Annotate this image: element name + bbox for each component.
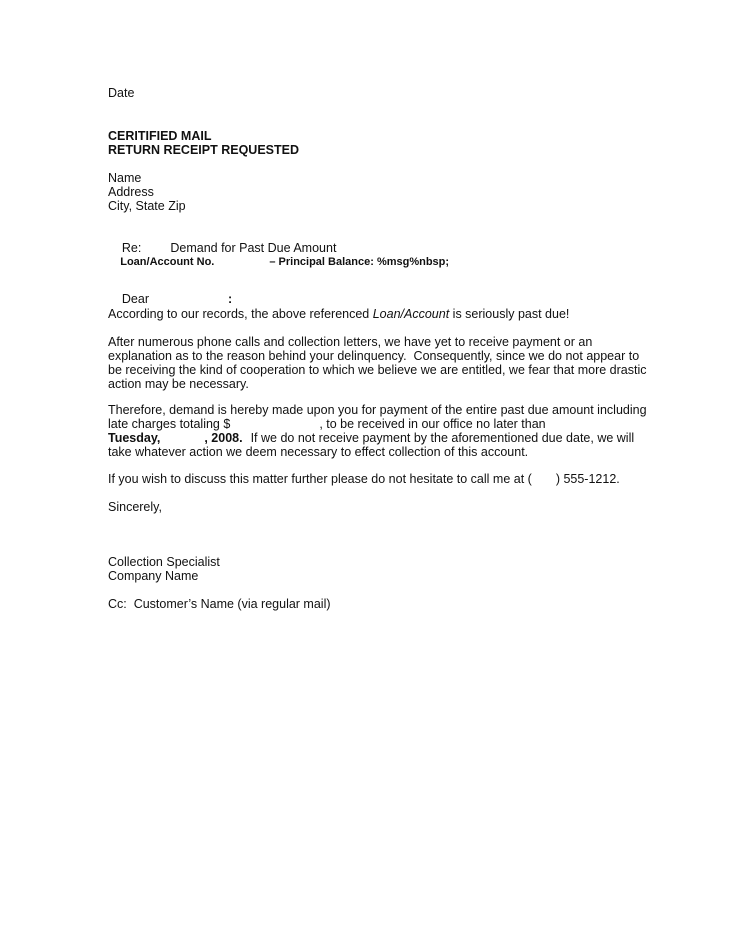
paragraph-2-line-4: action may be necessary. — [108, 377, 249, 391]
paragraph-1 — [108, 308, 569, 322]
paragraph-2-line-2: explanation as to the reason behind your delinquency. Consequently, since we do not appear to — [108, 349, 640, 363]
signature-title: Collection Specialist — [108, 555, 220, 569]
p1-text-before: According to our records, the above referenced — [108, 307, 373, 321]
phone-number: ) 555-1212. — [555, 472, 620, 486]
due-day: Tuesday, — [108, 431, 161, 445]
loan-account-label: Loan/Account No. — [120, 255, 215, 268]
paragraph-3-line-3-rest: If we do not receive payment by the aforementioned due date, we will — [250, 431, 635, 445]
paragraph-3-line-4: take whatever action we deem necessary to effect collection of this account. — [108, 445, 529, 459]
re-label: Re: — [121, 240, 142, 255]
p1-text-after: is seriously past due! — [449, 307, 570, 321]
signature-company: Company Name — [108, 569, 199, 583]
p4-text-before: If you wish to discuss this matter further please do not hesitate to call me at ( — [108, 472, 532, 486]
cc-line: Cc: Customer’s Name (via regular mail) — [108, 597, 331, 611]
late-charges-text: late charges totaling $ — [108, 417, 231, 431]
loan-account-line — [108, 242, 449, 283]
paragraph-2-line-1: After numerous phone calls and collection letters, we have yet to receive payment or an — [108, 335, 593, 349]
certified-mail-heading: CERITIFIED MAIL — [108, 129, 212, 143]
salutation-colon: : — [228, 291, 233, 306]
recipient-name: Name — [108, 171, 142, 185]
re-subject: Demand for Past Due Amount — [170, 240, 337, 255]
paragraph-3-line-1: Therefore, demand is hereby made upon you for payment of the entire past due amount including — [108, 403, 647, 417]
paragraph-2-line-3: be receiving the kind of cooperation to which we believe we are entitled, we fear that more drastic — [108, 363, 647, 377]
recipient-city-state-zip: City, State Zip — [108, 199, 186, 213]
recipient-address: Address — [108, 185, 154, 199]
received-by-text: , to be received in our office no later than — [319, 417, 546, 431]
p1-italic-loan-account: Loan/Account — [372, 307, 450, 321]
dear-word: Dear — [121, 291, 149, 306]
closing: Sincerely, — [108, 500, 162, 514]
paragraph-3-line-3 — [108, 432, 634, 446]
principal-balance: – Principal Balance: %msg%nbsp; — [269, 255, 450, 268]
due-year: , 2008. — [204, 431, 243, 445]
paragraph-4 — [108, 473, 620, 487]
date-line: Date — [108, 86, 135, 100]
return-receipt-heading: RETURN RECEIPT REQUESTED — [108, 143, 299, 157]
paragraph-3-line-2 — [108, 418, 546, 432]
